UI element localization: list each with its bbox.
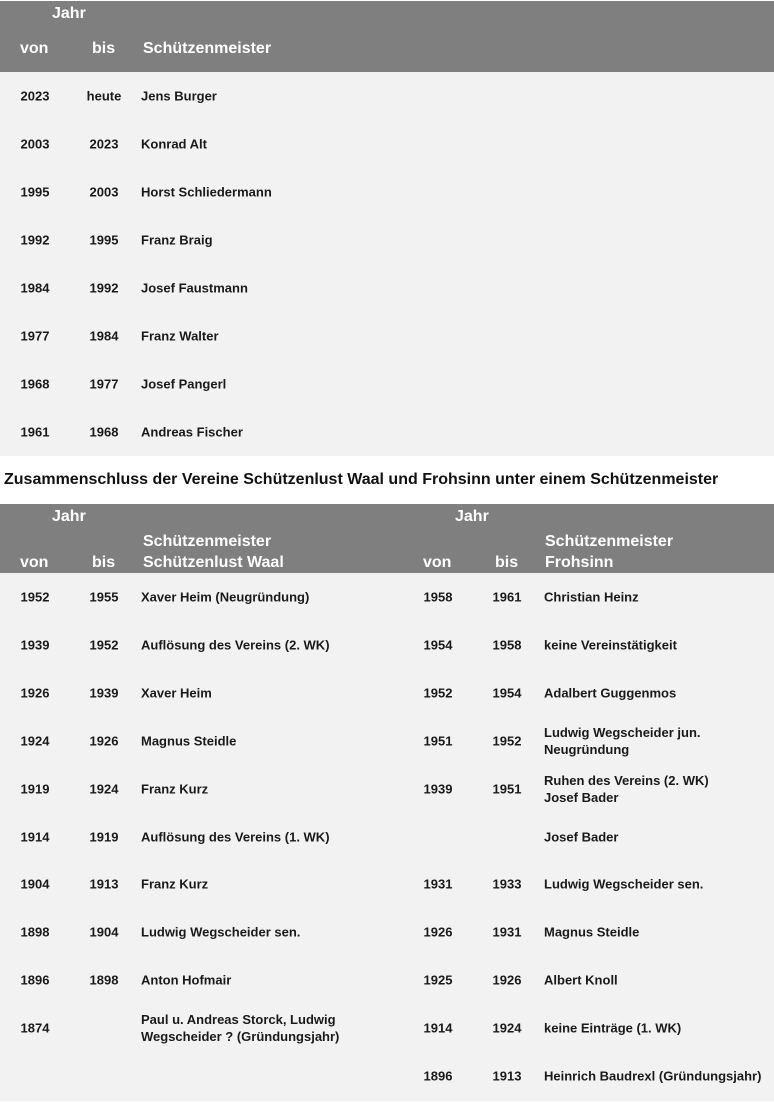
table2-left-meister-line1: Schützenmeister [143,533,272,550]
table2-right-bis: 1961 [492,589,522,605]
table1-name: Horst Schliedermann [141,184,272,200]
table1-bis: 1968 [89,424,119,440]
table1-bis: 1992 [89,280,119,296]
table2-left-bis: 1939 [89,685,119,701]
table1-name: Josef Faustmann [141,280,248,296]
table1-header-bis: bis [92,40,116,57]
table2-left-name: Franz Kurz [141,876,209,892]
table2-left-bis: 1898 [89,972,119,988]
table2-left-von: 1896 [20,972,50,988]
table2-left-bis: bis [92,554,116,571]
table2-right-bis: 1913 [492,1068,522,1084]
table2-left-von: 1926 [20,685,50,701]
table2-left-bis: 1955 [89,589,119,605]
table2-left-bis: 1913 [89,876,119,892]
table1-von: 1961 [20,424,50,440]
table1-name: Franz Braig [141,232,213,248]
table2-left-von: 1939 [20,637,50,653]
table2-left-bis: 1952 [89,637,119,653]
table2-right-von: 1931 [423,876,453,892]
table2-right-name: Ruhen des Vereins (2. WK) Josef Bader [544,772,709,805]
merger-title: Zusammenschluss der Vereine Schützenlust Waal und Frohsinn unter einem Schützenmeister [4,471,719,488]
table2-right-von: 1896 [423,1068,453,1084]
table2-right-bis: 1951 [492,781,522,797]
table2-right-von: 1939 [423,781,453,797]
table2-left-jahr: Jahr [52,508,86,525]
table2-right-bis: 1958 [492,637,522,653]
table1-name: Franz Walter [141,328,219,344]
table2-right-name: keine Einträge (1. WK) [544,1020,682,1036]
table1-von: 2003 [20,136,50,152]
table2-right-bis: 1954 [492,685,522,701]
table1-name: Konrad Alt [141,136,207,152]
table2-right-name: Albert Knoll [544,972,618,988]
table2-left-name: Auflösung des Vereins (2. WK) [141,637,330,653]
table1-header [0,1,774,72]
table2-right-von: 1954 [423,637,453,653]
table1-von: 1995 [20,184,50,200]
table2-right-von: 1925 [423,972,453,988]
table2-right-von: von [423,554,452,571]
table2-left-meister-line2: Schützenlust Waal [143,554,284,571]
table2-left-von: 1924 [20,733,50,749]
table2-left-name: Anton Hofmair [141,972,232,988]
table1-header-jahr: Jahr [52,5,86,22]
table2-right-name: Ludwig Wegscheider sen. [544,876,704,892]
table1-von: 1984 [20,280,50,296]
table1-bis: 2023 [89,136,119,152]
table2-right-von: 1926 [423,924,453,940]
table2-left-name: Auflösung des Vereins (1. WK) [141,829,330,844]
table1-bis: heute [86,88,122,104]
table2-right-name: Heinrich Baudrexl (Gründungsjahr) [544,1068,762,1084]
table2-right-meister-line1: Schützenmeister [545,533,674,550]
table2-right-name: Ludwig Wegscheider jun. Neugründung [544,724,701,757]
table1-bis: 2003 [89,184,119,200]
table2-left-bis: 1924 [89,781,119,797]
table2-right-von: 1952 [423,685,453,701]
table2-left-name: Magnus Steidle [141,733,237,749]
table1-header-meister: Schützenmeister [143,40,272,57]
table2-left-name: Ludwig Wegscheider sen. [141,924,301,940]
table2-right-name: keine Vereinstätigkeit [544,637,677,653]
table2-right-name: Adalbert Guggenmos [544,685,677,701]
table1-name: Andreas Fischer [141,424,243,440]
table1-bis: 1984 [89,328,119,344]
table1-von: 1977 [20,328,50,344]
table1-name: Josef Pangerl [141,376,227,392]
table1-body [0,72,774,456]
table1-bis: 1995 [89,232,119,248]
table2-left-bis: 1919 [89,829,119,844]
table2-right-von: 1914 [423,1020,453,1036]
table1-bis: 1977 [89,376,119,392]
table1-von: 1968 [20,376,50,392]
table2-header [0,504,774,573]
table2-right-von: 1951 [423,733,453,749]
table1-von: 1992 [20,232,50,248]
table1-von: 2023 [20,88,50,104]
table2-left-von: 1919 [20,781,50,797]
table2-left-von: 1874 [20,1020,50,1036]
table2-left-von: 1904 [20,876,50,892]
table2-right-jahr: Jahr [455,508,489,525]
table1-name: Jens Burger [141,88,217,104]
table2-right-bis: 1952 [492,733,522,749]
table2-left-name: Franz Kurz [141,781,209,797]
table2-left-von: 1898 [20,924,50,940]
table2-right-bis: 1931 [492,924,522,940]
table2-left-von: 1914 [20,829,50,844]
table1-header-von: von [20,40,49,57]
table2-right-von: 1958 [423,589,453,605]
table2-right-bis: 1924 [492,1020,522,1036]
table2-right-name: Magnus Steidle [544,924,640,940]
table2-left-bis: 1926 [89,733,119,749]
table2-left-von: von [20,554,49,571]
table2-right-name: Josef Bader [544,829,619,844]
table2-right-bis: bis [495,554,519,571]
table2-right-meister-line2: Frohsinn [545,554,614,571]
table2-left-name: Xaver Heim [141,685,212,701]
table2-left-bis: 1904 [89,924,119,940]
table2-right-bis: 1926 [492,972,522,988]
table2-left-von: 1952 [20,589,50,605]
table2-left-name: Xaver Heim (Neugründung) [141,589,310,605]
table2-right-name: Christian Heinz [544,589,639,605]
table2-right-bis: 1933 [492,876,522,892]
table2-left-name: Paul u. Andreas Storck, Ludwig Wegscheider ? (Gründungsjahr) [141,1012,340,1045]
